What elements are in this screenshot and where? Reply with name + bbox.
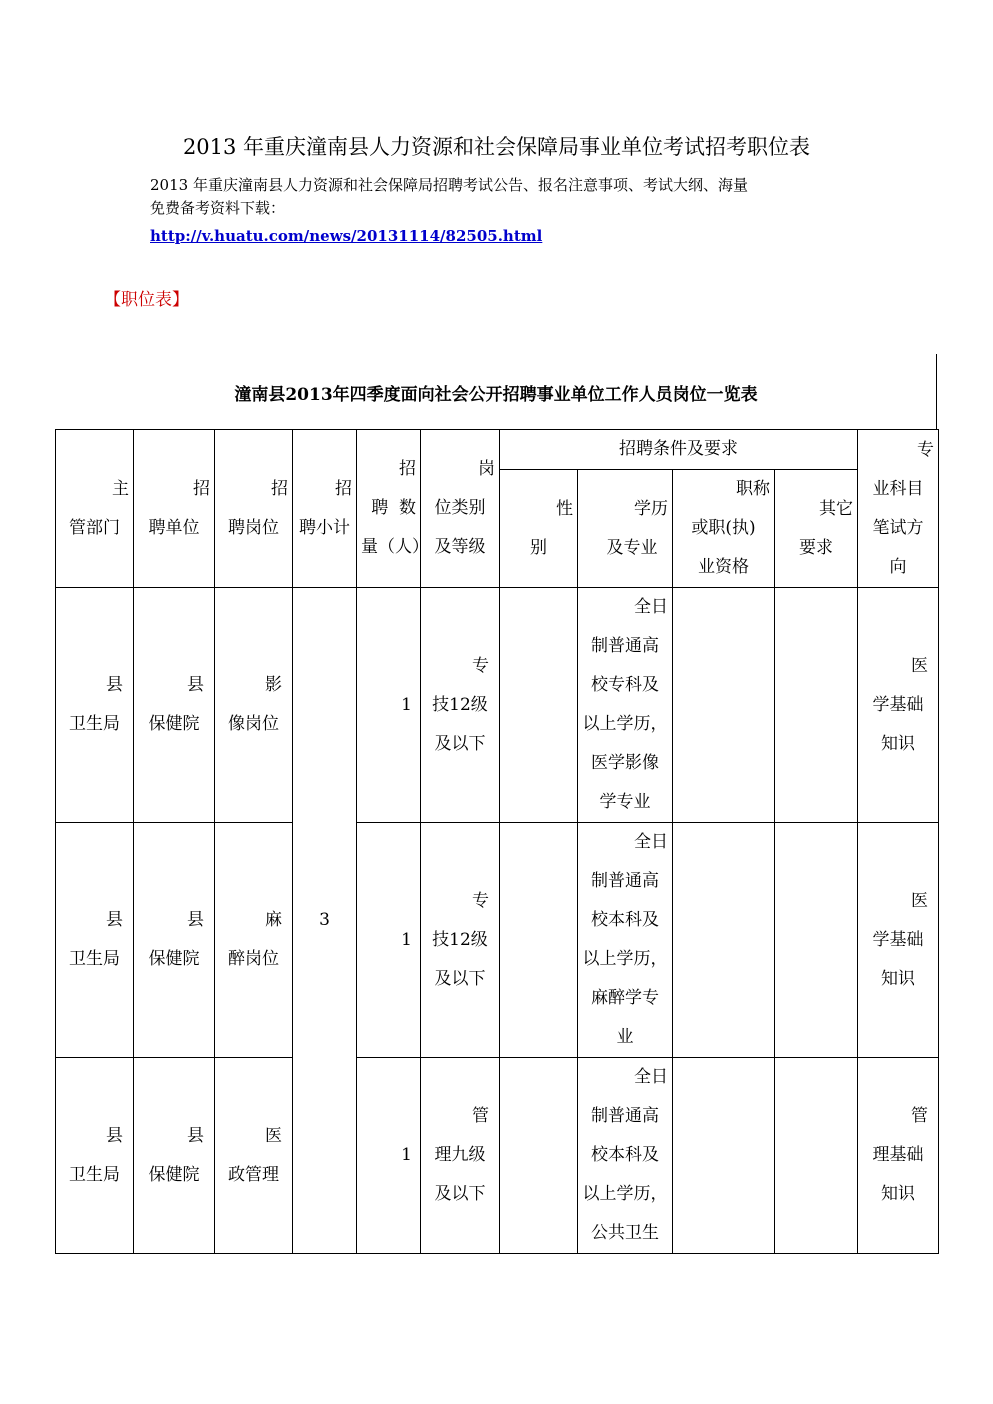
cell-education: 全日 制普通高 校专科及 以上学历， 医学影像 学专业: [578, 588, 673, 823]
header-other: 其它 要求: [775, 470, 858, 588]
cell-exam: 管 理基础 知识: [858, 1058, 939, 1254]
header-category: 岗 位类别 及等级: [421, 430, 500, 588]
table-row: [56, 1058, 939, 1254]
cell-education: 全日 制普通高 校本科及 以上学历， 公共卫生: [578, 1058, 673, 1254]
cell-qualification: [673, 823, 775, 1058]
cell-unit: 县 保健院: [134, 823, 215, 1058]
header-post: 招 聘岗位: [215, 430, 293, 588]
positions-table: [55, 429, 939, 1254]
cell-other: [775, 1058, 858, 1254]
cell-qualification: [673, 588, 775, 823]
intro-text-line-2: 免费备考资料下载：: [150, 199, 286, 217]
cell-dept: 县 卫生局: [56, 588, 134, 823]
cell-exam: 医 学基础 知识: [858, 823, 939, 1058]
table-row: [56, 588, 939, 823]
cell-count: 1: [357, 588, 421, 823]
cell-gender: [500, 823, 578, 1058]
header-unit: 招 聘单位: [134, 430, 215, 588]
cell-post: 影 像岗位: [215, 588, 293, 823]
cell-dept: 县 卫生局: [56, 823, 134, 1058]
header-education: 学历 及专业: [578, 470, 673, 588]
cell-other: [775, 588, 858, 823]
cell-subtotal: 3: [293, 588, 357, 1254]
table-row: [56, 823, 939, 1058]
header-qualification: 职称 或职(执) 业资格: [673, 470, 775, 588]
cell-count: 1: [357, 823, 421, 1058]
header-subtotal: 招 聘小计: [293, 430, 357, 588]
cell-gender: [500, 1058, 578, 1254]
cell-other: [775, 823, 858, 1058]
cell-count: 1: [357, 1058, 421, 1254]
header-count: 招 聘 数 量（人）: [357, 430, 421, 588]
intro-text-line-1: 2013 年重庆潼南县人力资源和社会保障局招聘考试公告、报名注意事项、考试大纲、海量: [150, 176, 748, 194]
cell-gender: [500, 588, 578, 823]
header-conditions: 招聘条件及要求: [500, 430, 858, 470]
header-row: [56, 430, 939, 470]
header-dept: 主 管部门: [56, 430, 134, 588]
cell-education: 全日 制普通高 校本科及 以上学历， 麻醉学专 业: [578, 823, 673, 1058]
cell-exam: 医 学基础 知识: [858, 588, 939, 823]
table-title: 潼南县2013年四季度面向社会公开招聘事业单位工作人员岗位一览表: [234, 385, 758, 405]
cell-qualification: [673, 1058, 775, 1254]
cell-post: 医 政管理: [215, 1058, 293, 1254]
header-exam: 专 业科目 笔试方 向: [858, 430, 939, 588]
cell-dept: 县 卫生局: [56, 1058, 134, 1254]
header-gender: 性 别: [500, 470, 578, 588]
download-link[interactable]: http://v.huatu.com/news/20131114/82505.html: [150, 227, 543, 245]
cell-post: 麻 醉岗位: [215, 823, 293, 1058]
cell-unit: 县 保健院: [134, 1058, 215, 1254]
section-label: 【职位表】: [104, 290, 189, 310]
cell-unit: 县 保健院: [134, 588, 215, 823]
cell-category: 专 技12级 及以下: [421, 823, 500, 1058]
cell-category: 管 理九级 及以下: [421, 1058, 500, 1254]
page-title: 2013 年重庆潼南县人力资源和社会保障局事业单位考试招考职位表: [182, 135, 811, 159]
cell-category: 专 技12级 及以下: [421, 588, 500, 823]
